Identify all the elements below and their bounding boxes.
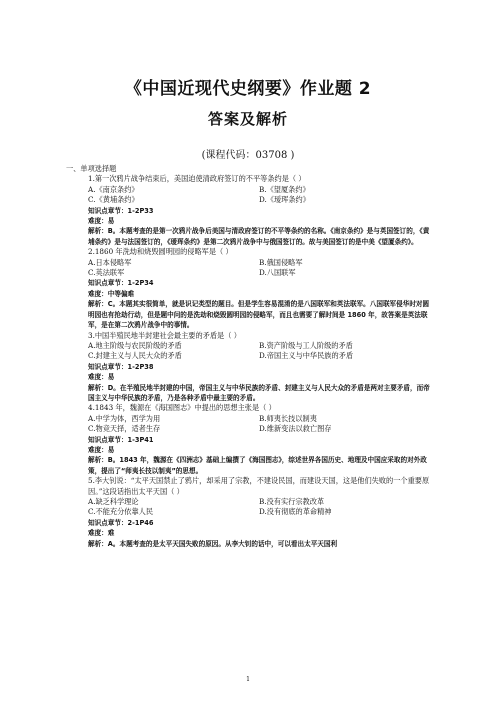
option-b: B.《望厦条约》	[259, 184, 310, 194]
question-block	[76, 331, 430, 404]
option-a: A.《南京条约》	[88, 184, 139, 194]
question-stem: 2.1860 年洗劫和烧毁圆明园的侵略军是（ ）	[88, 247, 233, 257]
knowledge-point: 知识点章节：1-2P38	[88, 362, 154, 371]
option-a: A.中学为体，西学为用	[88, 413, 161, 423]
option-c: C.封建主义与人民大众的矛盾	[88, 351, 182, 361]
difficulty: 难度：易	[88, 373, 115, 382]
option-c: C.英法联军	[88, 268, 125, 278]
knowledge-point: 知识点章节：1-3P41	[88, 435, 154, 444]
option-a: A.缺乏科学理论	[88, 497, 139, 506]
difficulty: 难度：易	[88, 445, 115, 454]
question-stem: 5.李大钊说：“太平天国禁止了鸦片，却采用了宗教，不建设民国，而建设天国，这是他们失败的一个重要原因。”这段话指出太平天国（ ）	[88, 476, 430, 496]
knowledge-point: 知识点章节：2-1P46	[88, 518, 154, 527]
analysis: 解析：A。本题考查的是太平天国失败的原因。从李大钊的话中，可以看出太平天国利	[88, 539, 338, 548]
question-stem: 1.第一次鸦片战争结束后，美国迫使清政府签订的不平等条约是（ ）	[88, 174, 306, 184]
option-c: C.不能充分依靠人民	[88, 507, 154, 517]
knowledge-point: 知识点章节：1-2P33	[88, 206, 154, 215]
analysis: 解析：C。本题其实很简单，就是识记类型的题目。但是学生容易混淆的是八国联军和英法联军。八国联军侵华时对圆明园也有抢劫行动，但是题中问的是洗劫和烧毁圆明园的侵略军，而且也需要了解时间是 1860 年，故答案是英法联军，是在第二次鸦片战争中的事情。	[88, 300, 430, 330]
option-b: B.没有实行宗教改革	[259, 497, 325, 506]
analysis: 解析：B。1843 年，魏源在《四洲志》基础上编撰了《海国图志》，综述世界各国历史、地理及中国应采取的对外政策，提出了“师夷长技以制夷”的思想。	[88, 456, 427, 475]
document-subtitle: 答案及解析	[207, 110, 288, 128]
option-b: B.师夷长技以制夷	[259, 413, 317, 423]
option-a: A.日本侵略军	[88, 257, 132, 267]
option-d: D.帝国主义与中华民族的矛盾	[259, 351, 354, 361]
question-block	[76, 403, 430, 476]
question-stem: 4.1843 年，魏源在《海国图志》中提出的思想主张是（ ）	[88, 403, 276, 413]
option-a: A.地主阶级与农民阶级的矛盾	[88, 340, 182, 350]
difficulty: 难度：难	[88, 529, 115, 538]
option-c: C.《黄埔条约》	[88, 195, 139, 205]
options-grid	[76, 341, 430, 362]
options-grid	[76, 497, 430, 518]
option-b: B.资产阶级与工人阶级的矛盾	[259, 340, 353, 350]
question-block	[76, 247, 430, 330]
knowledge-point: 知识点章节：1-2P34	[88, 279, 154, 288]
section-heading: 一、单项选择题	[66, 164, 117, 173]
option-d: D.八国联军	[259, 268, 296, 278]
option-d: D.没有彻底的革命精神	[259, 507, 332, 517]
options-grid	[76, 414, 430, 435]
option-d: D.维新变法以救亡图存	[259, 424, 332, 434]
options-grid	[76, 258, 430, 279]
option-d: D.《瑷珲条约》	[259, 195, 310, 205]
difficulty: 难度：易	[88, 217, 115, 226]
document-title: 《中国近现代史纲要》作业题 2	[124, 79, 372, 99]
question-block	[76, 476, 430, 549]
question-block	[76, 174, 430, 247]
course-code: (课程代码：03708 )	[201, 150, 295, 161]
option-c: C.物竞天择，适者生存	[88, 424, 161, 434]
question-stem: 3.中国半殖民地半封建社会最主要的矛盾是（ ）	[88, 330, 241, 340]
question-list	[66, 164, 430, 549]
page-number: 1	[246, 676, 250, 683]
analysis: 解析：B。本题考查的是第一次鸦片战争后美国与清政府签订的不平等条约的名称。《南京条约》是与英国签订的，《黄埔条约》是与法国签订的，《瑷珲条约》是第二次鸦片战争中与俄国签订的。故与美国签订的是中美《望厦条约》。	[88, 227, 430, 246]
option-b: B.俄国侵略军	[259, 257, 303, 267]
analysis: 解析：D。在半殖民地半封建的中国，帝国主义与中华民族的矛盾、封建主义与人民大众的矛盾是两对主要矛盾，而帝国主义与中华民族的矛盾，乃是各种矛盾中最主要的矛盾。	[88, 383, 430, 402]
difficulty: 难度：中等偏难	[88, 289, 135, 298]
options-grid	[76, 185, 430, 206]
